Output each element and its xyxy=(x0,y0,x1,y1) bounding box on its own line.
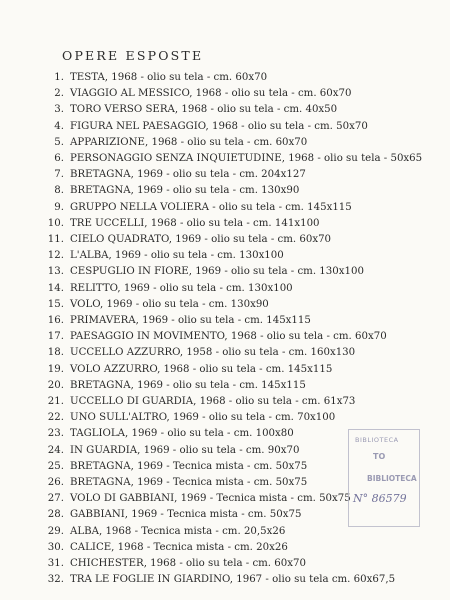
work-number: 10. xyxy=(47,217,64,229)
work-item xyxy=(40,86,440,102)
work-number: 19. xyxy=(47,363,64,375)
work-description: BRETAGNA, 1969 - Tecnica mista - cm. 50x75 xyxy=(70,477,308,489)
work-description: BRETAGNA, 1969 - olio su tela - cm. 204x127 xyxy=(70,169,306,181)
work-number: 25. xyxy=(47,460,64,472)
work-item xyxy=(40,378,440,394)
work-description: L'ALBA, 1969 - olio su tela - cm. 130x100 xyxy=(70,250,284,262)
work-item xyxy=(40,556,440,572)
work-description: CALICE, 1968 - Tecnica mista - cm. 20x26 xyxy=(70,541,288,553)
work-number: 8. xyxy=(54,185,64,197)
work-number: 7. xyxy=(54,169,64,181)
work-item xyxy=(40,410,440,426)
work-number: 4. xyxy=(54,120,64,132)
library-stamp xyxy=(348,429,420,527)
stamp-line-2: TO xyxy=(373,452,386,461)
work-item xyxy=(40,232,440,248)
work-description: BRETAGNA, 1969 - olio su tela - cm. 130x90 xyxy=(70,185,300,197)
work-number: 32. xyxy=(47,574,64,586)
work-number: 31. xyxy=(47,558,64,570)
work-item xyxy=(40,297,440,313)
work-description: CIELO QUADRATO, 1969 - olio su tela - cm. 60x70 xyxy=(70,234,332,246)
work-item xyxy=(40,281,440,297)
work-description: BRETAGNA, 1969 - olio su tela - cm. 145x115 xyxy=(70,379,306,391)
work-item xyxy=(40,394,440,410)
work-number: 29. xyxy=(47,525,64,537)
work-number: 17. xyxy=(47,331,64,343)
work-item xyxy=(40,345,440,361)
work-description: UCCELLO AZZURRO, 1958 - olio su tela - cm. 160x130 xyxy=(70,347,356,359)
work-number: 26. xyxy=(47,477,64,489)
work-description: VOLO DI GABBIANI, 1969 - Tecnica mista - cm. 50x75 xyxy=(70,493,351,505)
work-item xyxy=(40,167,440,183)
work-item xyxy=(40,362,440,378)
work-number: 5. xyxy=(54,136,64,148)
work-description: TRE UCCELLI, 1968 - olio su tela - cm. 141x100 xyxy=(70,217,320,229)
work-number: 1. xyxy=(54,72,64,83)
work-number: 18. xyxy=(47,347,64,359)
work-item xyxy=(40,313,440,329)
work-number: 21. xyxy=(47,396,64,408)
work-number: 30. xyxy=(47,541,64,553)
work-description: TRA LE FOGLIE IN GIARDINO, 1967 - olio su tela cm. 60x67,5 xyxy=(70,574,396,586)
section-heading: OPERE ESPOSTE xyxy=(62,48,204,63)
work-number: 6. xyxy=(54,153,64,165)
work-item xyxy=(40,264,440,280)
work-description: CESPUGLIO IN FIORE, 1969 - olio su tela - cm. 130x100 xyxy=(70,266,364,278)
work-item xyxy=(40,70,440,86)
work-number: 2. xyxy=(54,88,64,100)
work-description: TORO VERSO SERA, 1968 - olio su tela - cm. 40x50 xyxy=(70,104,338,116)
work-description: UNO SULL'ALTRO, 1969 - olio su tela - cm. 70x100 xyxy=(70,412,336,424)
work-description: ALBA, 1968 - Tecnica mista - cm. 20,5x26 xyxy=(70,525,286,537)
work-number: 28. xyxy=(47,509,64,521)
work-description: BRETAGNA, 1969 - Tecnica mista - cm. 50x75 xyxy=(70,460,308,472)
work-description: IN GUARDIA, 1969 - olio su tela - cm. 90x70 xyxy=(70,444,300,456)
work-number: 11. xyxy=(47,234,64,246)
work-item xyxy=(40,135,440,151)
work-description: VIAGGIO AL MESSICO, 1968 - olio su tela - cm. 60x70 xyxy=(70,88,352,100)
work-number: 13. xyxy=(47,266,64,278)
work-number: 12. xyxy=(47,250,64,262)
stamp-line-1: BIBLIOTECA xyxy=(355,436,399,444)
work-number: 20. xyxy=(47,379,64,391)
work-description: FIGURA NEL PAESAGGIO, 1968 - olio su tela - cm. 50x70 xyxy=(70,120,368,132)
work-number: 16. xyxy=(47,315,64,327)
work-item xyxy=(40,200,440,216)
work-number: 14. xyxy=(47,282,64,294)
work-description: PAESAGGIO IN MOVIMENTO, 1968 - olio su tela - cm. 60x70 xyxy=(70,331,387,343)
work-description: GABBIANI, 1969 - Tecnica mista - cm. 50x75 xyxy=(70,509,302,521)
work-item xyxy=(40,183,440,199)
work-number: 27. xyxy=(47,493,64,505)
work-number: 23. xyxy=(47,428,64,440)
work-item xyxy=(40,216,440,232)
work-description: PERSONAGGIO SENZA INQUIETUDINE, 1968 - olio su tela - 50x65 xyxy=(70,153,423,165)
work-item xyxy=(40,572,440,588)
work-item xyxy=(40,102,440,118)
work-item xyxy=(40,248,440,264)
work-item xyxy=(40,540,440,556)
stamp-inventory-number: N° 86579 xyxy=(353,492,407,505)
work-description: APPARIZIONE, 1968 - olio su tela - cm. 60x70 xyxy=(70,136,308,148)
work-number: 22. xyxy=(47,412,64,424)
work-description: GRUPPO NELLA VOLIERA - olio su tela - cm. 145x115 xyxy=(70,201,352,213)
work-item xyxy=(40,119,440,135)
work-number: 3. xyxy=(54,104,64,116)
work-description: TESTA, 1968 - olio su tela - cm. 60x70 xyxy=(70,72,268,83)
work-description: VOLO, 1969 - olio su tela - cm. 130x90 xyxy=(70,298,269,310)
work-item xyxy=(40,329,440,345)
work-description: TAGLIOLA, 1969 - olio su tela - cm. 100x80 xyxy=(70,428,294,440)
work-description: VOLO AZZURRO, 1968 - olio su tela - cm. 145x115 xyxy=(70,363,333,375)
work-number: 9. xyxy=(54,201,64,213)
work-description: RELITTO, 1969 - olio su tela - cm. 130x100 xyxy=(70,282,293,294)
work-number: 15. xyxy=(47,298,64,310)
stamp-line-3: BIBLIOTECA xyxy=(367,474,417,483)
work-item xyxy=(40,151,440,167)
work-description: CHICHESTER, 1968 - olio su tela - cm. 60x70 xyxy=(70,558,306,570)
work-description: UCCELLO DI GUARDIA, 1968 - olio su tela - cm. 61x73 xyxy=(70,396,356,408)
work-description: PRIMAVERA, 1969 - olio su tela - cm. 145x115 xyxy=(70,315,311,327)
work-number: 24. xyxy=(47,444,64,456)
